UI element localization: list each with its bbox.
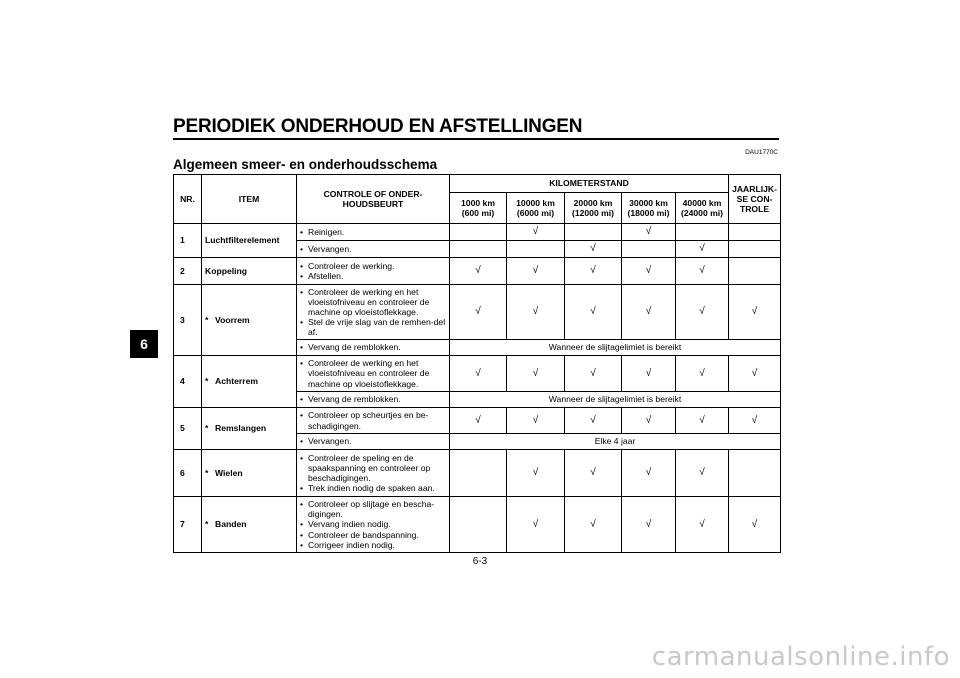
check-item: • Controleer de werking en het vloeistofniveau en controleer de machine op vloeistoflekkage. <box>300 358 446 388</box>
check-mark: √ <box>450 356 507 392</box>
title-rule <box>173 138 779 140</box>
header-km-1000: 1000 km (600 mi) <box>450 193 507 224</box>
table-row <box>174 258 781 285</box>
star-mark: * <box>205 519 209 530</box>
check-mark: √ <box>507 356 565 392</box>
check-mark: √ <box>729 356 781 392</box>
row-item <box>202 258 297 285</box>
check-item: • Reinigen. <box>300 227 446 237</box>
check-mark: √ <box>676 408 729 434</box>
check-mark: √ <box>729 408 781 434</box>
row-item <box>202 408 297 450</box>
row-nr: 7 <box>174 497 202 553</box>
row-item-label: Voorrem <box>215 314 250 325</box>
page-title: PERIODIEK ONDERHOUD EN AFSTELLINGEN <box>173 116 583 137</box>
check-item: • Vervangen. <box>300 436 446 446</box>
cell-empty <box>729 224 781 241</box>
check-mark: √ <box>507 408 565 434</box>
row-item-label: Banden <box>215 519 247 530</box>
check-item: • Corrigeer indien nodig. <box>300 540 446 550</box>
row-checks <box>297 408 450 434</box>
cell-empty <box>729 258 781 285</box>
interval-note: Wanneer de slijtagelimiet is bereikt <box>450 392 781 408</box>
check-mark: √ <box>565 408 622 434</box>
check-mark: √ <box>729 285 781 340</box>
row-item <box>202 497 297 553</box>
row-nr: 5 <box>174 408 202 450</box>
check-mark: √ <box>676 497 729 553</box>
header-km-40000: 40000 km (24000 mi) <box>676 193 729 224</box>
header-annual: JAARLIJK- SE CON- TROLE <box>729 175 781 224</box>
row-checks <box>297 497 450 553</box>
check-mark: √ <box>622 408 676 434</box>
check-mark: √ <box>676 356 729 392</box>
row-checks <box>297 241 450 258</box>
check-mark: √ <box>507 224 565 241</box>
cell-empty <box>729 450 781 497</box>
check-item: • Controleer de werking. <box>300 261 446 271</box>
row-item-label: Remslangen <box>215 423 267 434</box>
row-item <box>202 450 297 497</box>
row-item-label: Luchtfilterelement <box>205 235 280 246</box>
check-mark: √ <box>507 258 565 285</box>
check-mark: √ <box>565 258 622 285</box>
check-mark: √ <box>450 285 507 340</box>
section-title: Algemeen smeer- en onderhoudsschema <box>173 157 438 172</box>
maintenance-schedule-table <box>173 174 781 553</box>
check-item: • Vervang indien nodig. <box>300 519 446 529</box>
row-item-label: Achterrem <box>215 376 258 387</box>
cell-empty <box>450 224 507 241</box>
check-mark: √ <box>565 285 622 340</box>
header-km-30000: 30000 km (18000 mi) <box>622 193 676 224</box>
row-checks <box>297 450 450 497</box>
row-nr: 6 <box>174 450 202 497</box>
row-item-label: Wielen <box>215 467 243 478</box>
header-km-20000: 20000 km (12000 mi) <box>565 193 622 224</box>
check-item: • Vervang de remblokken. <box>300 394 446 404</box>
check-mark: √ <box>622 356 676 392</box>
table-row <box>174 356 781 392</box>
row-item <box>202 285 297 356</box>
cell-empty <box>676 224 729 241</box>
chapter-tab: 6 <box>130 330 158 358</box>
table-row <box>174 285 781 340</box>
row-nr: 4 <box>174 356 202 408</box>
check-item: • Trek indien nodig de spaken aan. <box>300 483 446 493</box>
page-number: 6-3 <box>472 556 488 567</box>
check-mark: √ <box>507 285 565 340</box>
check-item: • Vervang de remblokken. <box>300 342 446 352</box>
check-mark: √ <box>676 258 729 285</box>
star-mark: * <box>205 314 209 325</box>
header-item: ITEM <box>202 175 297 224</box>
check-item: • Controleer op slijtage en bescha-digingen. <box>300 499 446 519</box>
check-mark: √ <box>676 450 729 497</box>
cell-empty <box>450 497 507 553</box>
cell-empty <box>450 241 507 258</box>
row-checks <box>297 340 450 356</box>
row-checks <box>297 434 450 450</box>
row-item <box>202 356 297 408</box>
check-mark: √ <box>622 497 676 553</box>
check-mark: √ <box>565 241 622 258</box>
check-item: • Controleer de speling en de spaakspanning en controleer op beschadigingen. <box>300 453 446 483</box>
table-row <box>174 224 781 241</box>
check-item: • Vervangen. <box>300 244 446 254</box>
header-nr: NR. <box>174 175 202 224</box>
cell-empty <box>729 241 781 258</box>
table-row <box>174 497 781 553</box>
check-mark: √ <box>676 241 729 258</box>
header-check: CONTROLE OF ONDER- HOUDSBEURT <box>297 175 450 224</box>
row-checks <box>297 285 450 340</box>
row-nr: 1 <box>174 224 202 258</box>
check-item: • Controleer de werking en het vloeistofniveau en controleer de machine op vloeistoflekkage. <box>300 287 446 317</box>
doc-code: DAU1770C <box>745 149 778 156</box>
cell-empty <box>565 224 622 241</box>
row-checks <box>297 258 450 285</box>
table-row <box>174 408 781 434</box>
row-item-label: Koppeling <box>205 265 248 276</box>
row-checks <box>297 224 450 241</box>
row-item <box>202 224 297 258</box>
check-mark: √ <box>622 258 676 285</box>
interval-note: Elke 4 jaar <box>450 434 781 450</box>
header-km-10000: 10000 km (6000 mi) <box>507 193 565 224</box>
check-mark: √ <box>565 356 622 392</box>
check-mark: √ <box>729 497 781 553</box>
star-mark: * <box>205 467 209 478</box>
star-mark: * <box>205 376 209 387</box>
watermark: carmanualsonline.info <box>651 642 950 672</box>
interval-note: Wanneer de slijtagelimiet is bereikt <box>450 340 781 356</box>
check-mark: √ <box>507 497 565 553</box>
row-nr: 2 <box>174 258 202 285</box>
row-nr: 3 <box>174 285 202 356</box>
check-item: • Afstellen. <box>300 271 446 281</box>
cell-empty <box>507 241 565 258</box>
header-km-group: KILOMETERSTAND <box>450 175 729 193</box>
check-mark: √ <box>622 224 676 241</box>
check-mark: √ <box>450 258 507 285</box>
row-checks <box>297 356 450 392</box>
table-row <box>174 450 781 497</box>
check-item: • Stel de vrije slag van de remhen-del af. <box>300 317 446 337</box>
check-mark: √ <box>450 408 507 434</box>
check-mark: √ <box>622 285 676 340</box>
check-mark: √ <box>622 450 676 497</box>
check-item: • Controleer de bandspanning. <box>300 530 446 540</box>
check-mark: √ <box>565 450 622 497</box>
check-mark: √ <box>676 285 729 340</box>
check-mark: √ <box>507 450 565 497</box>
cell-empty <box>450 450 507 497</box>
check-mark: √ <box>565 497 622 553</box>
row-checks <box>297 392 450 408</box>
cell-empty <box>622 241 676 258</box>
star-mark: * <box>205 423 209 434</box>
check-item: • Controleer op scheurtjes en be-schadigingen. <box>300 410 446 430</box>
